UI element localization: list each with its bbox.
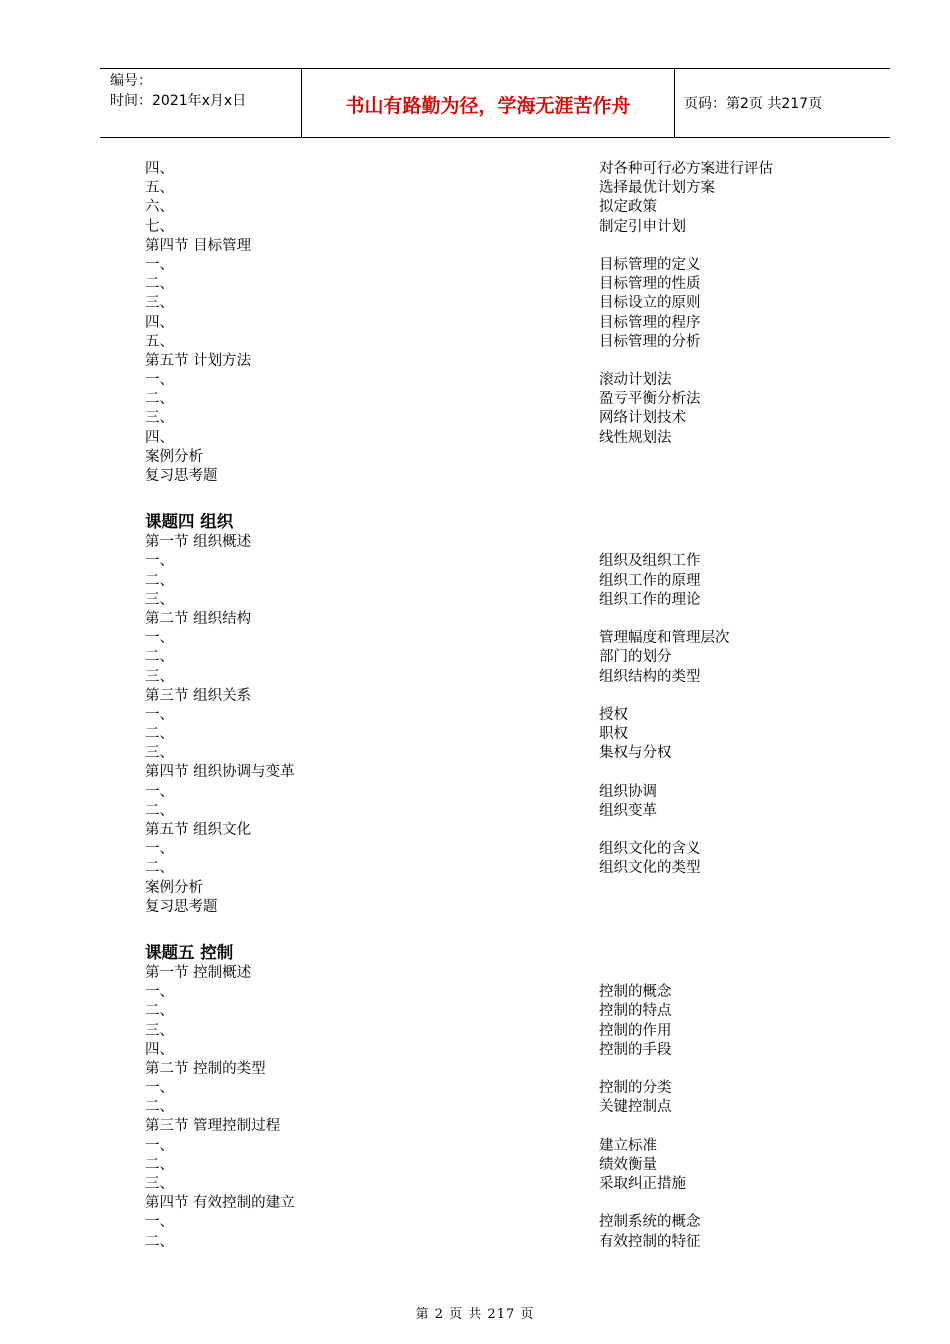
row-label: 四、 [145, 1041, 174, 1058]
row-label: 一、 [145, 984, 174, 1001]
row-label: 第五节 组织文化 [145, 822, 252, 838]
row-label: 六、 [145, 199, 174, 216]
row-label: 一、 [145, 783, 174, 800]
row-label: 二、 [145, 391, 174, 408]
row-label: 二、 [145, 572, 174, 589]
row-label: 三、 [145, 295, 174, 312]
row-label: 一、 [145, 553, 174, 570]
row-label: 五、 [145, 333, 174, 350]
row-label: 四、 [145, 314, 174, 331]
row-label: 第四节 目标管理 [145, 237, 252, 254]
outline-row [145, 448, 845, 467]
row-topic: 控制的手段 [599, 1041, 672, 1058]
row-label: 第四节 有效控制的建立 [145, 1195, 295, 1212]
row-label: 第一节 控制概述 [145, 964, 252, 981]
row-topic: 建立标准 [599, 1137, 657, 1154]
outline-row [145, 467, 845, 486]
row-label: 二、 [145, 802, 174, 819]
row-label: 一、 [145, 841, 174, 858]
outline-row [145, 983, 845, 1002]
outline-row [145, 763, 845, 782]
row-topic: 组织文化的含义 [599, 841, 701, 858]
outline-row [145, 294, 845, 313]
row-label: 三、 [145, 1176, 174, 1192]
outline-row [145, 333, 845, 352]
row-topic: 采取纠正措施 [599, 1176, 686, 1192]
row-label: 案例分析 [145, 448, 203, 465]
row-topic: 目标管理的性质 [599, 276, 701, 293]
row-topic: 组织结构的类型 [599, 668, 701, 685]
row-topic: 拟定政策 [599, 199, 657, 216]
outline-row [145, 821, 845, 840]
row-topic: 组织及组织工作 [599, 553, 701, 570]
outline-row [145, 648, 845, 667]
row-topic: 线性规划法 [599, 429, 672, 446]
header-motto: 书山有路勤为径，学海无涯苦作舟 [345, 95, 631, 117]
outline-content [145, 160, 845, 1252]
outline-row [145, 352, 845, 371]
outline-row [145, 237, 845, 256]
row-label: 二、 [145, 649, 174, 666]
time-label: 时间：2021年x月x日 [110, 93, 247, 109]
outline-row [145, 964, 845, 983]
row-label: 二、 [145, 1003, 174, 1020]
row-label: 第四节 组织协调与变革 [145, 764, 295, 781]
outline-row [145, 783, 845, 802]
row-label: 二、 [145, 276, 174, 293]
row-label: 二、 [145, 1233, 174, 1250]
row-topic: 选择最优计划方案 [599, 180, 715, 197]
outline-row [145, 429, 845, 448]
row-label: 第三节 管理控制过程 [145, 1118, 281, 1135]
row-label: 一、 [145, 630, 174, 647]
outline-row [145, 840, 845, 859]
row-topic: 目标管理的分析 [599, 333, 701, 350]
outline-row [145, 610, 845, 629]
outline-row [145, 533, 845, 552]
outline-row [145, 275, 845, 294]
row-topic: 组织文化的类型 [599, 860, 701, 877]
row-label: 二、 [145, 1156, 174, 1173]
page-footer: 第 2 页 共 217 页 [415, 1307, 535, 1322]
outline-row [145, 744, 845, 763]
outline-row [145, 1194, 845, 1213]
row-topic: 控制的作用 [599, 1022, 672, 1039]
row-topic: 网络计划技术 [599, 410, 686, 427]
row-label: 一、 [145, 706, 174, 723]
row-topic: 控制的特点 [599, 1003, 672, 1020]
outline-row [145, 668, 845, 687]
row-topic: 目标设立的原则 [599, 295, 701, 312]
row-label: 三、 [145, 591, 174, 608]
header-meta [110, 71, 246, 111]
row-label: 一、 [145, 1214, 174, 1231]
outline-row [145, 218, 845, 237]
outline-row [145, 1175, 845, 1194]
outline-row [145, 256, 845, 275]
outline-row [145, 1117, 845, 1136]
row-topic: 授权 [599, 706, 628, 723]
row-topic: 目标管理的定义 [599, 256, 701, 273]
row-topic: 组织协调 [599, 783, 657, 800]
outline-row [145, 179, 845, 198]
topic-heading: 课题五 控制 [145, 942, 234, 962]
row-topic: 控制的分类 [599, 1080, 672, 1097]
row-label: 三、 [145, 1022, 174, 1039]
outline-row [145, 409, 845, 428]
row-topic: 管理幅度和管理层次 [599, 630, 730, 647]
outline-row [145, 1233, 845, 1252]
row-topic: 制定引申计划 [599, 218, 686, 235]
row-topic: 组织工作的理论 [599, 591, 701, 608]
row-label: 三、 [145, 410, 174, 427]
outline-row [145, 1137, 845, 1156]
row-topic: 组织变革 [599, 802, 657, 819]
row-label: 案例分析 [145, 879, 203, 896]
outline-row [145, 629, 845, 648]
row-label: 第二节 组织结构 [145, 610, 252, 627]
outline-row [145, 1156, 845, 1175]
row-topic: 对各种可行必方案进行评估 [599, 161, 773, 177]
outline-row [145, 1041, 845, 1060]
row-label: 一、 [145, 1137, 174, 1154]
row-label: 三、 [145, 745, 174, 762]
row-topic: 控制系统的概念 [599, 1214, 701, 1231]
row-topic: 盈亏平衡分析法 [599, 391, 701, 408]
outline-row [145, 591, 845, 610]
row-topic: 组织工作的原理 [599, 572, 701, 589]
outline-row [145, 859, 845, 878]
section-list [145, 533, 845, 917]
row-topic: 有效控制的特征 [599, 1233, 701, 1250]
outline-row [145, 898, 845, 917]
row-label: 二、 [145, 1099, 174, 1116]
section-list [145, 964, 845, 1252]
outline-row [145, 371, 845, 390]
row-label: 四、 [145, 429, 174, 446]
outline-row [145, 390, 845, 409]
row-topic: 集权与分权 [599, 745, 672, 762]
outline-row [145, 687, 845, 706]
row-label: 五、 [145, 180, 174, 197]
outline-row [145, 706, 845, 725]
row-label: 一、 [145, 256, 174, 273]
row-label: 复习思考题 [145, 898, 218, 915]
row-topic: 部门的划分 [599, 649, 672, 666]
outline-row [145, 552, 845, 571]
row-label: 四、 [145, 161, 174, 177]
row-label: 复习思考题 [145, 468, 218, 484]
outline-row [145, 198, 845, 217]
row-topic: 职权 [599, 726, 628, 743]
header-page-info: 页码：第2页 共217页 [684, 96, 823, 112]
row-label: 二、 [145, 860, 174, 877]
row-topic: 目标管理的程序 [599, 314, 701, 331]
outline-row [145, 1022, 845, 1041]
outline-row [145, 1213, 845, 1232]
row-topic: 滚动计划法 [599, 372, 672, 389]
row-topic: 绩效衡量 [599, 1156, 657, 1173]
row-label: 三、 [145, 668, 174, 685]
outline-row [145, 1002, 845, 1021]
outline-row [145, 314, 845, 333]
row-label: 第三节 组织关系 [145, 687, 252, 704]
row-label: 一、 [145, 1080, 174, 1097]
row-topic: 关键控制点 [599, 1099, 672, 1116]
row-label: 一、 [145, 372, 174, 389]
row-label: 七、 [145, 218, 174, 235]
number-label: 编号： [110, 73, 152, 89]
topic-heading: 课题四 组织 [145, 512, 234, 532]
outline-row [145, 160, 845, 179]
outline-row [145, 802, 845, 821]
row-label: 二、 [145, 726, 174, 743]
row-label: 第五节 计划方法 [145, 352, 252, 369]
row-label: 第二节 控制的类型 [145, 1060, 266, 1077]
outline-row [145, 1060, 845, 1079]
section-list [145, 160, 845, 486]
header-divider [674, 69, 675, 137]
outline-row [145, 572, 845, 591]
outline-row [145, 1098, 845, 1117]
row-label: 第一节 组织概述 [145, 534, 252, 551]
outline-row [145, 1079, 845, 1098]
outline-row [145, 725, 845, 744]
outline-row [145, 879, 845, 898]
row-topic: 控制的概念 [599, 984, 672, 1001]
page-header [100, 68, 890, 138]
